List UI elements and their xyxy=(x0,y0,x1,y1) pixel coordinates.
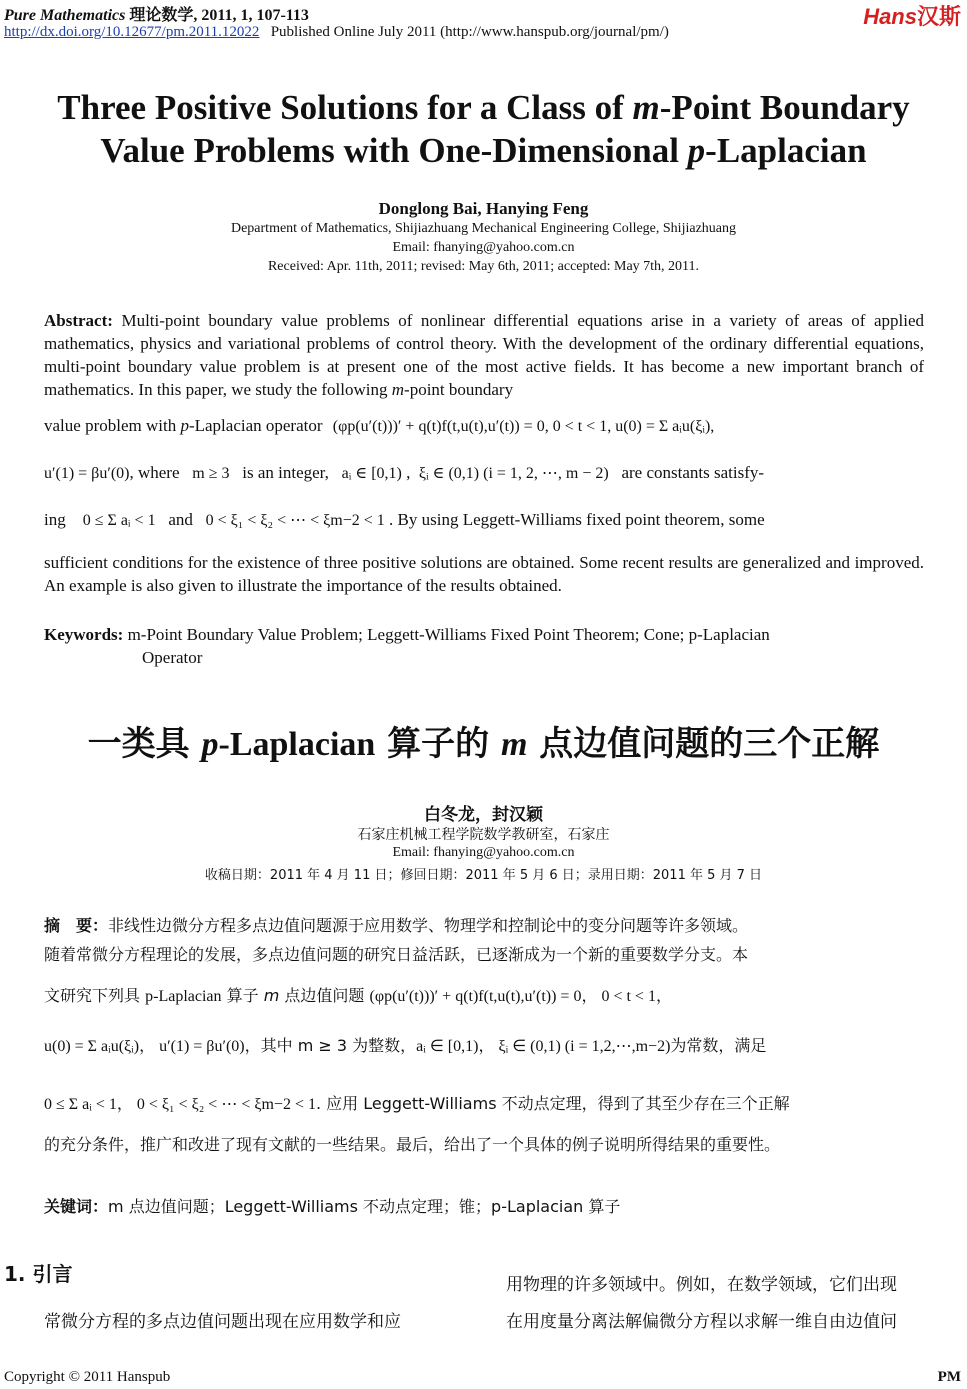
hans-logo: Hans汉斯 xyxy=(863,4,961,29)
abstract-en-end: sufficient conditions for the existence of three positive solutions are obtained. Some recent results are generalized and improved. An example is also given to illustrate the importance of the results obtained. xyxy=(44,553,924,595)
abstract-eq-line3: ing 0 ≤ Σ aᵢ < 1 and 0 < ξ₁ < ξ₂ < ⋯ < ξm−2 < 1 . By using Leggett-Williams fixed point theorem, some xyxy=(44,510,765,529)
email-en: Email: fhanying@yahoo.com.cn xyxy=(392,240,575,255)
keywords-cn: 关键词：m 点边值问题；Leggett-Williams 不动点定理；锥；p-Laplacian 算子 xyxy=(44,1197,621,1216)
abstract-cn-l5: 0 ≤ Σ aᵢ < 1， 0 < ξ₁ < ξ₂ < ⋯ < ξm−2 < 1. 应用 Leggett-Williams 不动点定理，得到了其至少存在三个正解 xyxy=(44,1094,790,1113)
footer-journal: PM xyxy=(937,1369,961,1385)
abstract-cn-l6: 的充分条件，推广和改进了现有文献的一些结果。最后，给出了一个具体的例子说明所得结果的重要性。 xyxy=(44,1135,781,1154)
keywords-en-cont: Operator xyxy=(142,648,203,667)
section-heading: 1. 引言 xyxy=(4,1262,73,1286)
journal-header xyxy=(4,2,309,25)
abstract-cn-l2: 随着常微分方程理论的发展，多点边值问题的研究日益活跃，已逐渐成为一个新的重要数学分支。本 xyxy=(44,945,749,964)
paper-title-en: Three Positive Solutions for a Class of m-Point Boundary Value Problems with One-Dimensional p-Laplacian xyxy=(57,88,910,170)
section1-right-col-l2: 在用度量分离法解偏微分方程以求解一维自由边值问 xyxy=(506,1312,897,1332)
equation-bvp: (φp(u′(t)))′ + q(t)f(t,u(t),u′(t)) = 0, 0 < t < 1, u(0) = Σ aᵢu(ξᵢ), xyxy=(332,418,715,435)
doi-line xyxy=(4,24,669,41)
abstract-label: Abstract: xyxy=(44,311,113,330)
abstract-eq-line2: u′(1) = βu′(0), where m ≥ 3 is an integer, aᵢ ∈ [0,1) , ξᵢ ∈ (0,1) (i = 1, 2, ⋯, m − 2) are constants satisfy- xyxy=(44,463,765,482)
abstract-cn-l4: u(0) = Σ aᵢu(ξᵢ)， u′(1) = βu′(0)，其中 m ≥ 3 为整数，aᵢ ∈ [0,1)， ξᵢ ∈ (0,1) (i = 1,2,⋯,m−2)为常数，满足 xyxy=(44,1036,767,1055)
affiliation-cn: 石家庄机械工程学院数学教研室，石家庄 xyxy=(357,827,610,843)
abstract-cn-label: 摘 要： xyxy=(44,916,109,935)
doi-link[interactable]: http://dx.doi.org/10.12677/pm.2011.12022 xyxy=(4,24,260,40)
received-cn: 收稿日期：2011 年 4 月 11 日；修回日期：2011 年 5 月 6 日；录用日期：2011 年 5 月 7 日 xyxy=(204,868,763,883)
footer-copyright: Copyright © 2011 Hanspub xyxy=(4,1369,171,1385)
section1-right-col-l1: 用物理的许多领域中。例如，在数学领域，它们出现 xyxy=(506,1275,897,1295)
authors-cn: 白冬龙，封汉颖 xyxy=(424,805,543,825)
received-en: Received: Apr. 11th, 2011; revised: May 6th, 2011; accepted: May 7th, 2011. xyxy=(267,259,700,274)
abstract-eq-line1: value problem with p-Laplacian operator (φp(u′(t)))′ + q(t)f(t,u(t),u′(t)) = 0, 0 < t < 1, u(0) = Σ aᵢu(ξᵢ), xyxy=(44,416,715,435)
section1-left-col: 常微分方程的多点边值问题出现在应用数学和应 xyxy=(44,1312,401,1332)
abstract-en: Abstract: Multi-point boundary value problems of nonlinear differential equations arise in a variety of areas of applied mathematics, physics and variational problems of control theory. With the development of the ordinary differential equations, multi-point boundary value problem is at present one of the most active fields. It has become a new important branch of mathematics. In this paper, we study the following m-point boundary xyxy=(44,311,925,399)
published-info: Published Online July 2011 (http://www.hanspub.org/journal/pm/) xyxy=(270,24,669,40)
abstract-cn-l1: 摘 要：非线性边微分方程多点边值问题源于应用数学、物理学和控制论中的变分问题等许多领域。 xyxy=(44,916,749,935)
paper-title-cn: 一类具 p-Laplacian 算子的 m 点边值问题的三个正解 xyxy=(87,724,880,764)
authors-en: Donglong Bai, Hanying Feng xyxy=(378,199,589,218)
journal-name: Pure Mathematics xyxy=(4,7,126,24)
abstract-cn-l3: 文研究下列具 p-Laplacian 算子 m 点边值问题 (φp(u′(t)))′ + q(t)f(t,u(t),u′(t)) = 0， 0 < t < 1， xyxy=(44,986,672,1005)
affiliation-en: Department of Mathematics, Shijiazhuang Mechanical Engineering College, Shijiazhuang xyxy=(230,221,736,236)
keywords-en: Keywords: m-Point Boundary Value Problem; Leggett-Williams Fixed Point Theorem; Cone; p-Laplacian xyxy=(44,625,770,644)
email-cn: Email: fhanying@yahoo.com.cn xyxy=(392,845,575,860)
journal-cn-info: 理论数学, 2011, 1, 107-113 xyxy=(129,7,309,24)
